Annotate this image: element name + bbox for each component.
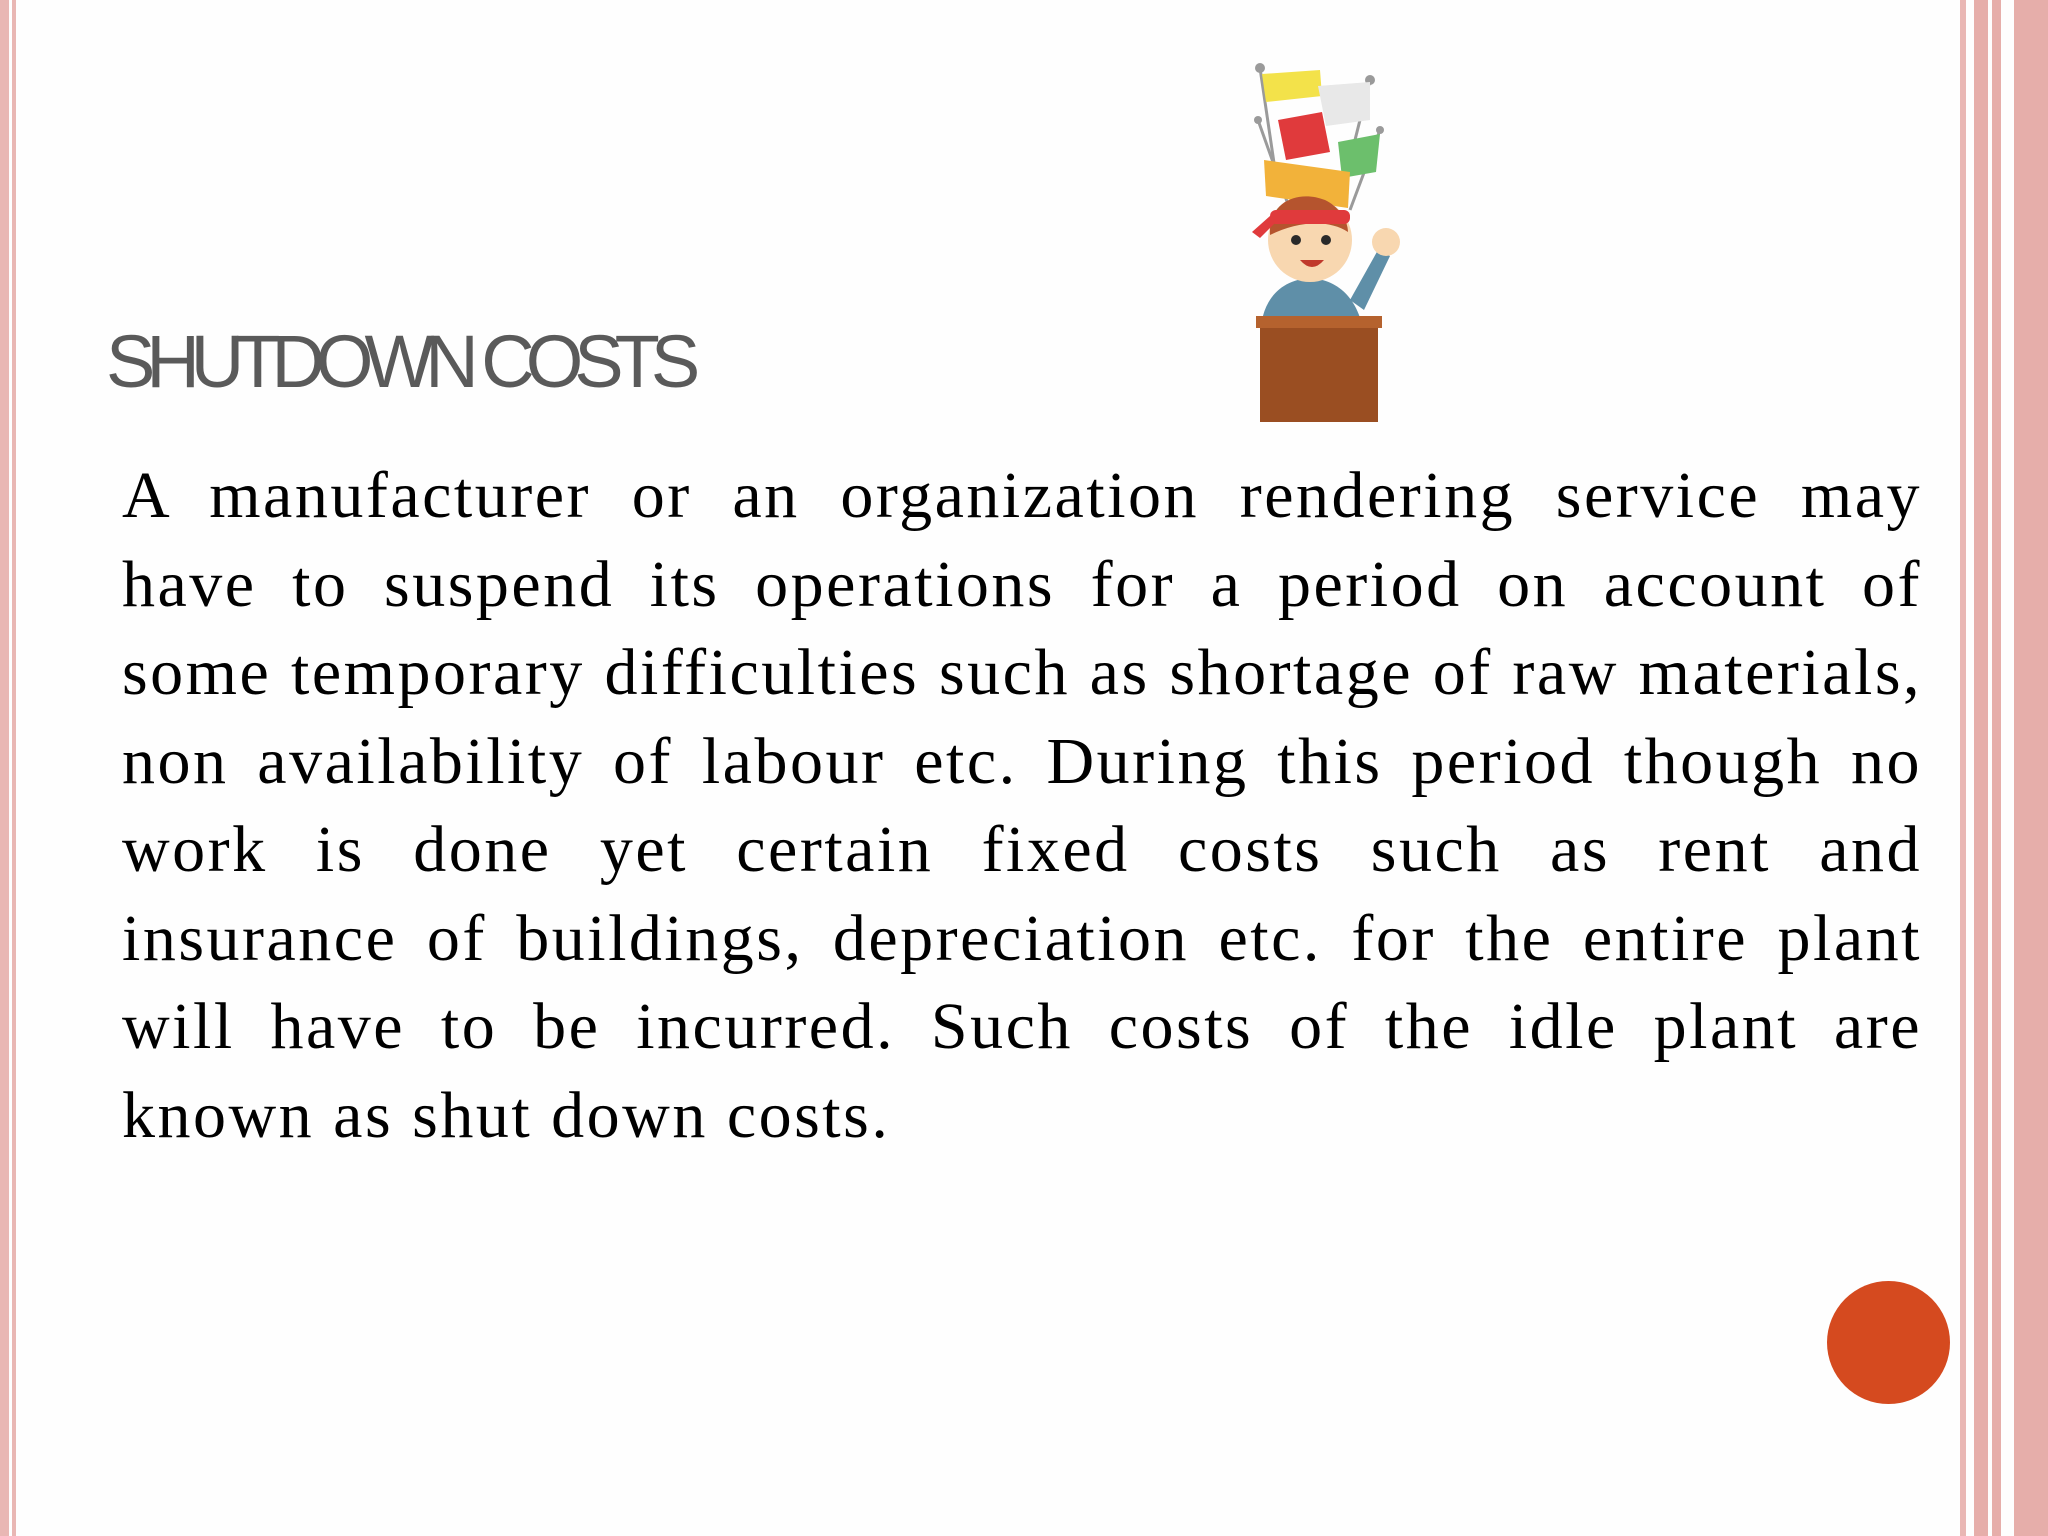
- left-border-stripe: [0, 0, 9, 1536]
- body-paragraph: A manufacturer or an organization rendering service may have to suspend its operations for a period on account of some temporary difficulties such as shortage of raw materials, non availability of labour etc. During this period though no work is done yet certain fixed costs such as rent and insurance of buildings, depreciation etc. for the entire plant will have to be incurred. Such costs of the idle plant are known as shut down costs.: [122, 459, 1922, 1152]
- left-border-stripe: [12, 0, 16, 1536]
- right-border-stripe: [1960, 0, 1966, 1536]
- speaker-with-flags-illustration: [1230, 60, 1430, 425]
- accent-dot: [1827, 1281, 1950, 1404]
- slide-title: SHUTDOWN COSTS: [106, 320, 692, 403]
- right-border-stripe: [2014, 0, 2048, 1536]
- right-border-stripe: [1974, 0, 1988, 1536]
- right-border-stripe: [1992, 0, 2001, 1536]
